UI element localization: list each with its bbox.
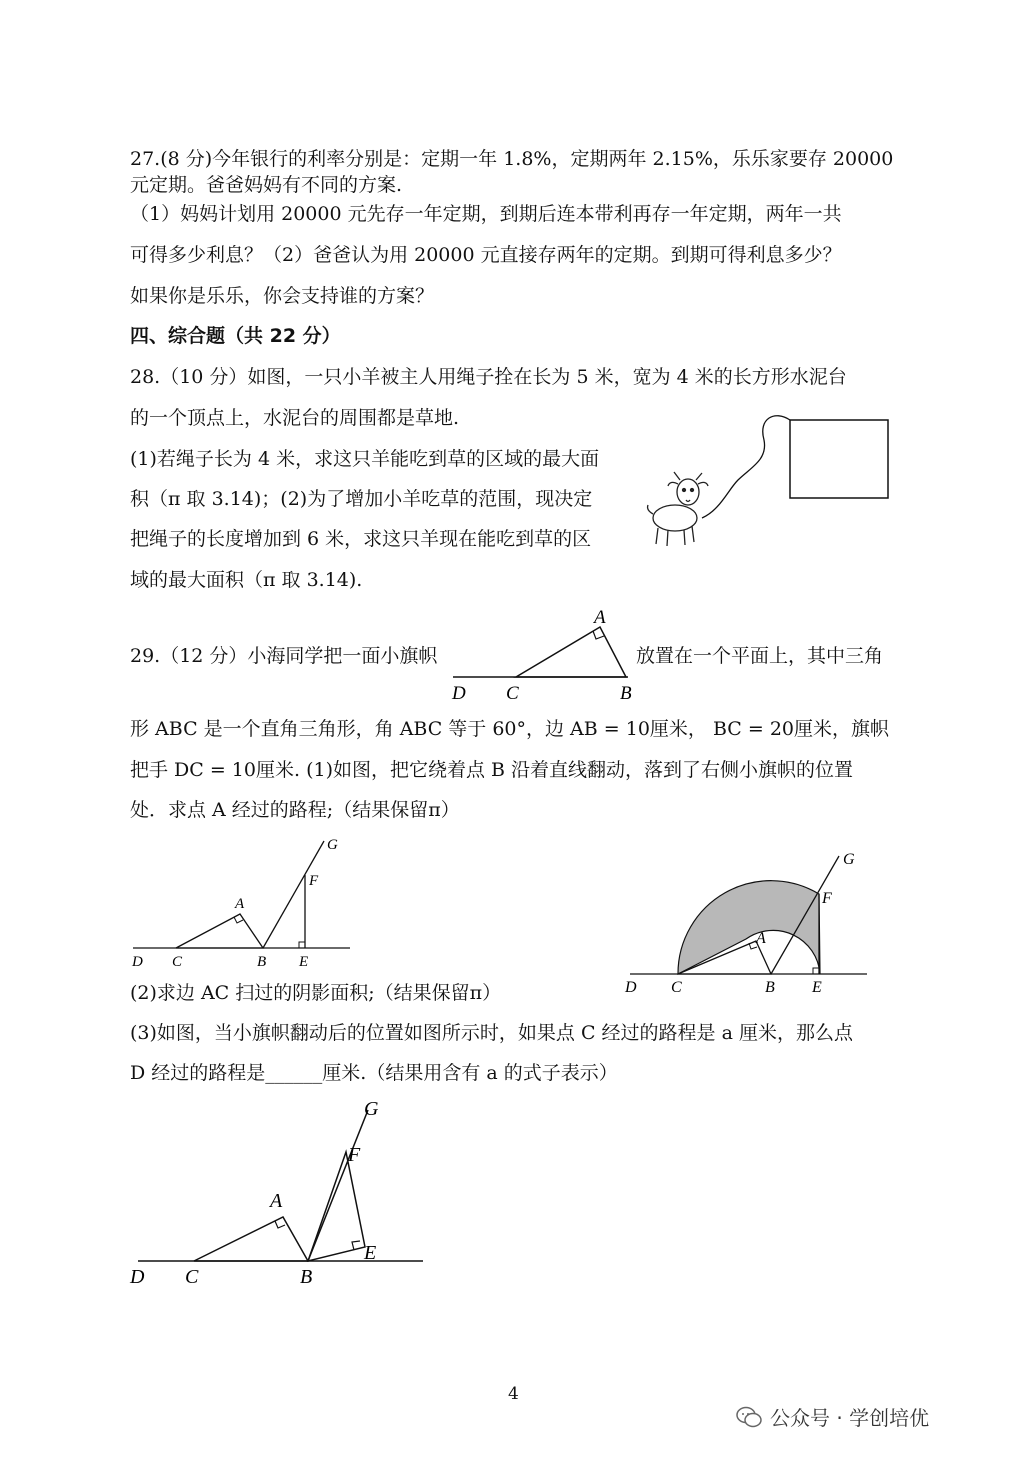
label-D: D	[452, 683, 466, 704]
shaded-area-figure	[622, 846, 872, 996]
fig1-label-F: F	[309, 873, 319, 889]
label-A: A	[594, 607, 606, 628]
section-heading: 四、综合题（共 22 分）	[130, 325, 341, 347]
q27-line3: （1）妈妈计划用 20000 元先存一年定期，到期后连本带利再存一年定期，两年一共	[130, 203, 842, 225]
fig3-label-D: D	[130, 1266, 145, 1288]
watermark-text: 公众号 · 学创培优	[770, 1406, 930, 1430]
q27-line5: 如果你是乐乐，你会支持谁的方案？	[130, 285, 435, 307]
q29-part2: (2)求边 AC 扫过的阴影面积;（结果保留π）	[130, 982, 502, 1004]
q28-line4: 积（π 取 3.14)；(2)为了增加小羊吃草的范围，现决定	[130, 488, 593, 510]
q29-intro-after: 放置在一个平面上，其中三角	[636, 645, 884, 667]
fig3-label-G: G	[364, 1098, 379, 1120]
cement-platform-rect	[790, 420, 888, 498]
q29-line3: 把手 DC = 10厘米. (1)如图，把它绕着点 B 沿着直线翻动，落到了右侧小旗帜的位置	[130, 759, 854, 781]
inline-flag-figure	[448, 605, 638, 705]
fig1-label-A: A	[235, 896, 245, 912]
q29-part3-line2: D 经过的路程是______厘米.（结果用含有 a 的式子表示）	[130, 1062, 618, 1084]
fig2-label-E: E	[812, 979, 822, 996]
label-B: B	[620, 683, 632, 704]
q28-line1: 28.（10 分）如图，一只小羊被主人用绳子拴在长为 5 米，宽为 4 米的长方形水泥台	[130, 366, 847, 388]
page-number: 4	[508, 1384, 519, 1404]
q29-part3-line1: (3)如图，当小旗帜翻动后的位置如图所示时，如果点 C 经过的路程是 a 厘米，那么点	[130, 1022, 853, 1044]
fig1-label-G: G	[327, 837, 338, 853]
fig3-label-B: B	[300, 1266, 313, 1288]
fig3-label-F: F	[348, 1144, 361, 1166]
watermark	[736, 1402, 929, 1431]
fig1-label-C: C	[172, 954, 183, 970]
q28-line2: 的一个顶点上，水泥台的周围都是草地.	[130, 407, 460, 429]
q29-line2: 形 ABC 是一个直角三角形，角 ABC 等于 60°，边 AB = 10厘米， BC = 20厘米，旗帜	[130, 718, 889, 740]
q28-line6: 域的最大面积（π 取 3.14).	[130, 569, 363, 591]
q28-line5: 把绳子的长度增加到 6 米，求这只羊现在能吃到草的区	[130, 528, 592, 550]
q28-line3: (1)若绳子长为 4 米，求这只羊能吃到草的区域的最大面	[130, 448, 600, 470]
q27-line1: 27.(8 分)今年银行的利率分别是：定期一年 1.8%，定期两年 2.15%，乐乐家要存 20000	[130, 148, 894, 170]
fig1-label-D: D	[132, 954, 143, 970]
q27-line2: 元定期。爸爸妈妈有不同的方案.	[130, 174, 403, 196]
goat-rope-figure	[640, 410, 900, 555]
shaded-region	[678, 881, 820, 974]
fig2-label-A: A	[756, 930, 766, 947]
wechat-icon	[736, 1406, 762, 1428]
fig1-label-E: E	[299, 954, 309, 970]
fig3-label-A: A	[270, 1190, 283, 1212]
q27-line4: 可得多少利息？（2）爸爸认为用 20000 元直接存两年的定期。到期可得利息多少？	[130, 244, 842, 266]
fig3-label-C: C	[185, 1266, 199, 1288]
fig2-label-B: B	[765, 979, 775, 996]
fig2-label-C: C	[671, 979, 682, 996]
flip-figure-3	[128, 1095, 428, 1290]
fig2-label-F: F	[822, 890, 832, 907]
fig2-label-D: D	[625, 979, 637, 996]
goat-icon	[648, 472, 708, 546]
label-C: C	[506, 683, 519, 704]
rope-line	[702, 416, 790, 518]
flip-figure-1	[128, 835, 358, 970]
fig3-label-E: E	[364, 1242, 377, 1264]
q29-line4: 处．求点 A 经过的路程;（结果保留π）	[130, 799, 460, 821]
q29-intro: 29.（12 分）小海同学把一面小旗帜	[130, 645, 438, 667]
fig1-label-B: B	[257, 954, 267, 970]
fig2-label-G: G	[843, 851, 855, 868]
